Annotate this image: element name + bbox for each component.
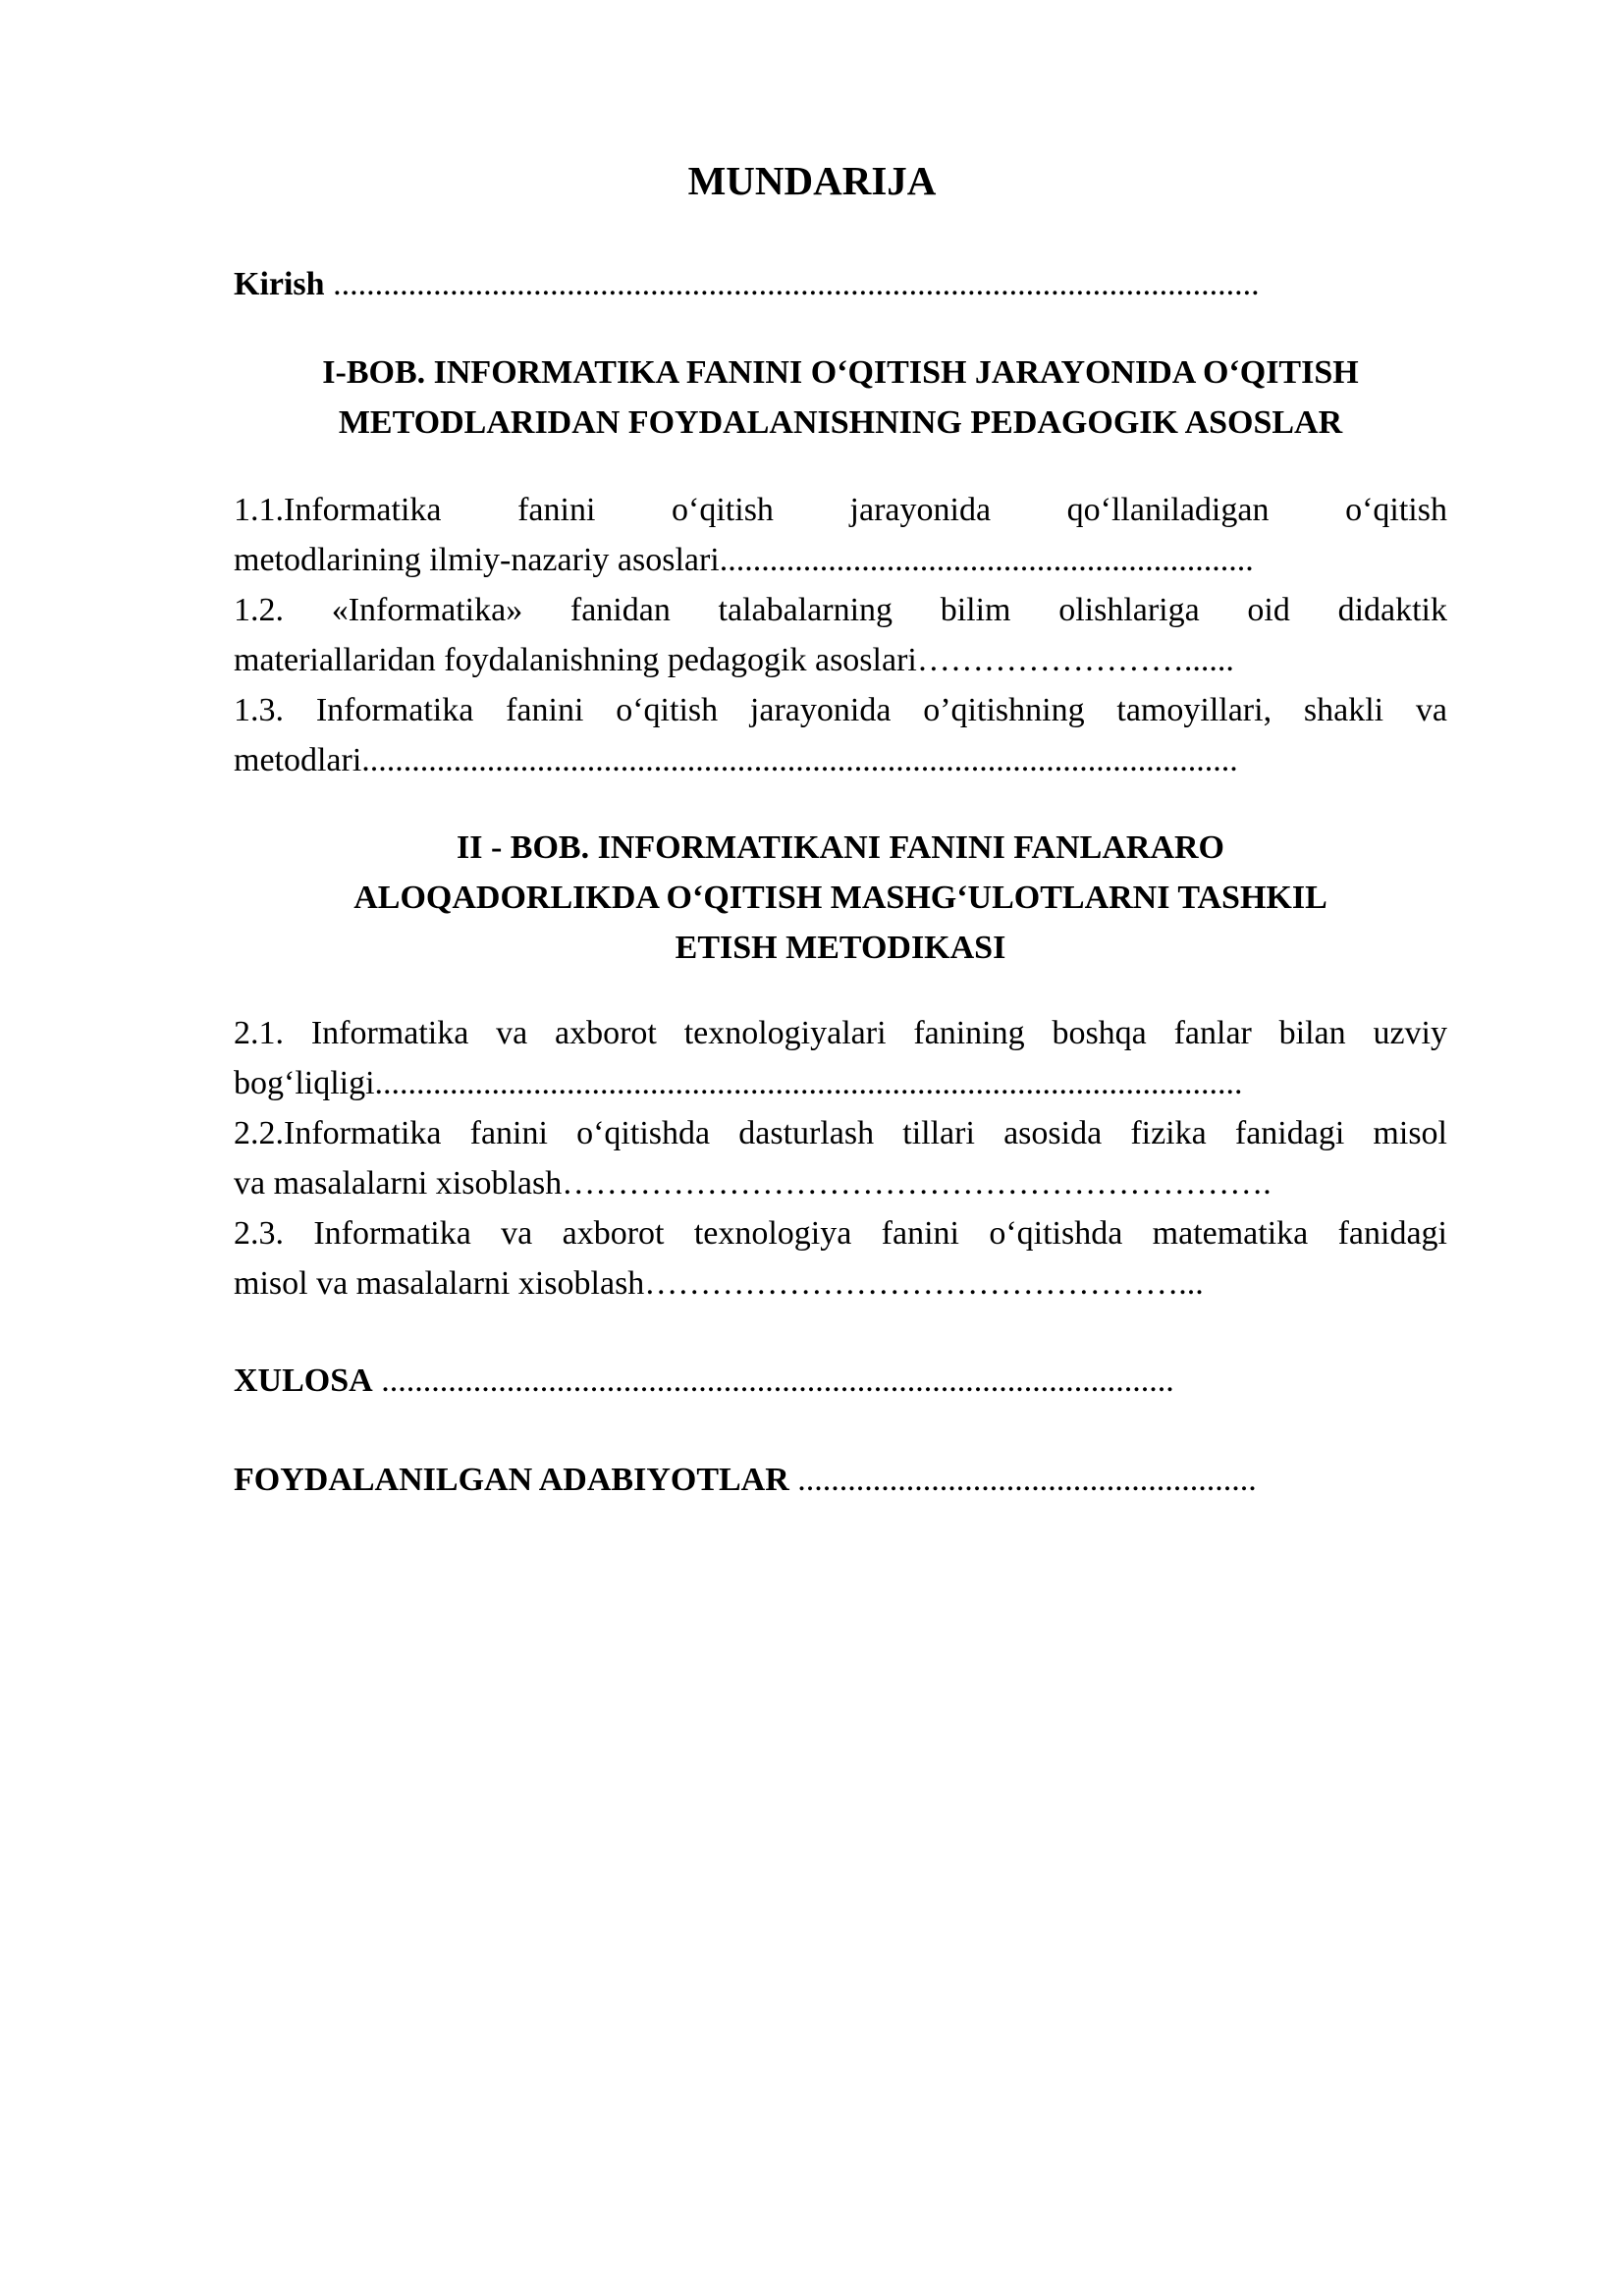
toc-entry-2-1-line-2: bog‘liqligi........................................................................................................ [234, 1065, 1243, 1101]
chapter-1-heading-line-1: I-BOB. INFORMATIKA FANINI O‘QITISH JARAYONIDA O‘QITISH [322, 354, 1359, 391]
toc-entry-1-2-line-1: 1.2. «Informatika» fanidan talabalarning bilim olishlariga oid didaktik [234, 592, 1447, 628]
toc-entry-1-2-line-2: materiallaridan foydalanishning pedagogik asoslari……………………...... [234, 642, 1234, 678]
page-title: MUNDARIJA [687, 158, 937, 203]
toc-entry-2-2-line-2: va masalalarni xisoblash………………………………………………………. [234, 1165, 1272, 1201]
toc-entry-1-3-line-1: 1.3. Informatika fanini o‘qitish jarayonida o’qitishning tamoyillari, shakli va [234, 692, 1447, 728]
toc-entry-label: Kirish [234, 266, 325, 302]
toc-entry-1-3-line-2: metodlari......................................................................................................... [234, 742, 1238, 778]
toc-entry-conclusion [234, 1356, 1447, 1406]
toc-entry-2-3-line-1: 2.3. Informatika va axborot texnologiya fanini o‘qitishda matematika fanidagi [234, 1215, 1447, 1252]
toc-entry-2-1-line-1: 2.1. Informatika va axborot texnologiyalari fanining boshqa fanlar bilan uzviy [234, 1015, 1447, 1051]
toc-entry-2-2-line-1: 2.2.Informatika fanini o‘qitishda dasturlash tillari asosida fizika fanidagi misol [234, 1115, 1447, 1151]
chapter-2-heading-line-1: II - BOB. INFORMATIKANI FANINI FANLARARO [456, 829, 1225, 866]
chapter-2-heading-line-3: ETISH METODIKASI [675, 930, 1006, 966]
toc-leader-dots: ............................................................................................................... [324, 266, 1260, 302]
toc-leader-dots: ............................................................................................... [372, 1362, 1174, 1399]
chapter-1-heading-line-2: METODLARIDAN FOYDALANISHNING PEDAGOGIK ASOSLAR [338, 404, 1343, 441]
toc-entry-intro [234, 259, 1447, 309]
toc-entry-1-1-line-1: 1.1.Informatika fanini o‘qitish jarayonida qo‘llaniladigan o‘qitish [234, 492, 1447, 528]
toc-leader-dots: ....................................................... [788, 1462, 1257, 1498]
toc-entry-2-3-line-2: misol va masalalarni xisoblash…………………………………………... [234, 1265, 1204, 1302]
chapter-2-heading-line-2: ALOQADORLIKDA O‘QITISH MASHG‘ULOTLARNI TASHKIL [353, 880, 1327, 916]
toc-entry-label: XULOSA [234, 1362, 373, 1399]
toc-entry-1-1-line-2: metodlarining ilmiy-nazariy asoslari................................................................ [234, 542, 1254, 578]
toc-entry-label: FOYDALANILGAN ADABIYOTLAR [234, 1462, 789, 1498]
toc-entry-references [234, 1455, 1447, 1505]
